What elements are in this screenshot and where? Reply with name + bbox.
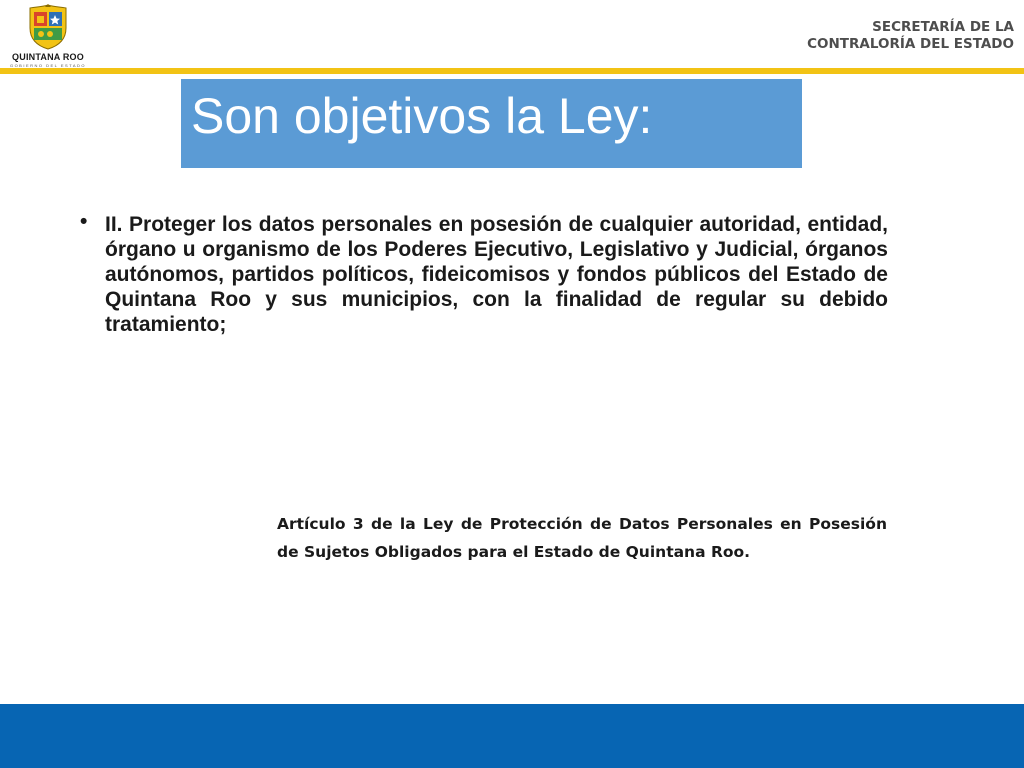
department-name [807,19,1014,53]
title-banner [181,79,802,168]
coat-of-arms-icon [28,4,68,50]
bullet-marker: • [80,210,88,233]
department-line-1: SECRETARÍA DE LA [872,19,1014,35]
bullet-text: II. Proteger los datos personales en posesión de cualquier autoridad, entidad, órgano u organismo de los Poderes Ejecutivo, Legislativo y Judicial, órganos autónomos, partidos políticos, fideicomisos y fondos públicos del Estado de Quintana Roo y sus municipios, con la finalidad de regular su debido tratamiento; [105,213,888,336]
slide-title: Son objetivos la Ley: [191,88,653,144]
department-line-2: CONTRALORÍA DEL ESTADO [807,36,1014,52]
logo-sublabel: GOBIERNO DEL ESTADO [9,63,87,68]
quintana-roo-logo [8,4,88,68]
logo-label: QUINTANA ROO [12,52,84,62]
header-divider [0,68,1024,74]
footer-bar [0,704,1024,768]
article-citation: Artículo 3 de la Ley de Protección de Datos Personales en Posesión de Sujetos Obligados para el Estado de Quintana Roo. [277,515,887,561]
